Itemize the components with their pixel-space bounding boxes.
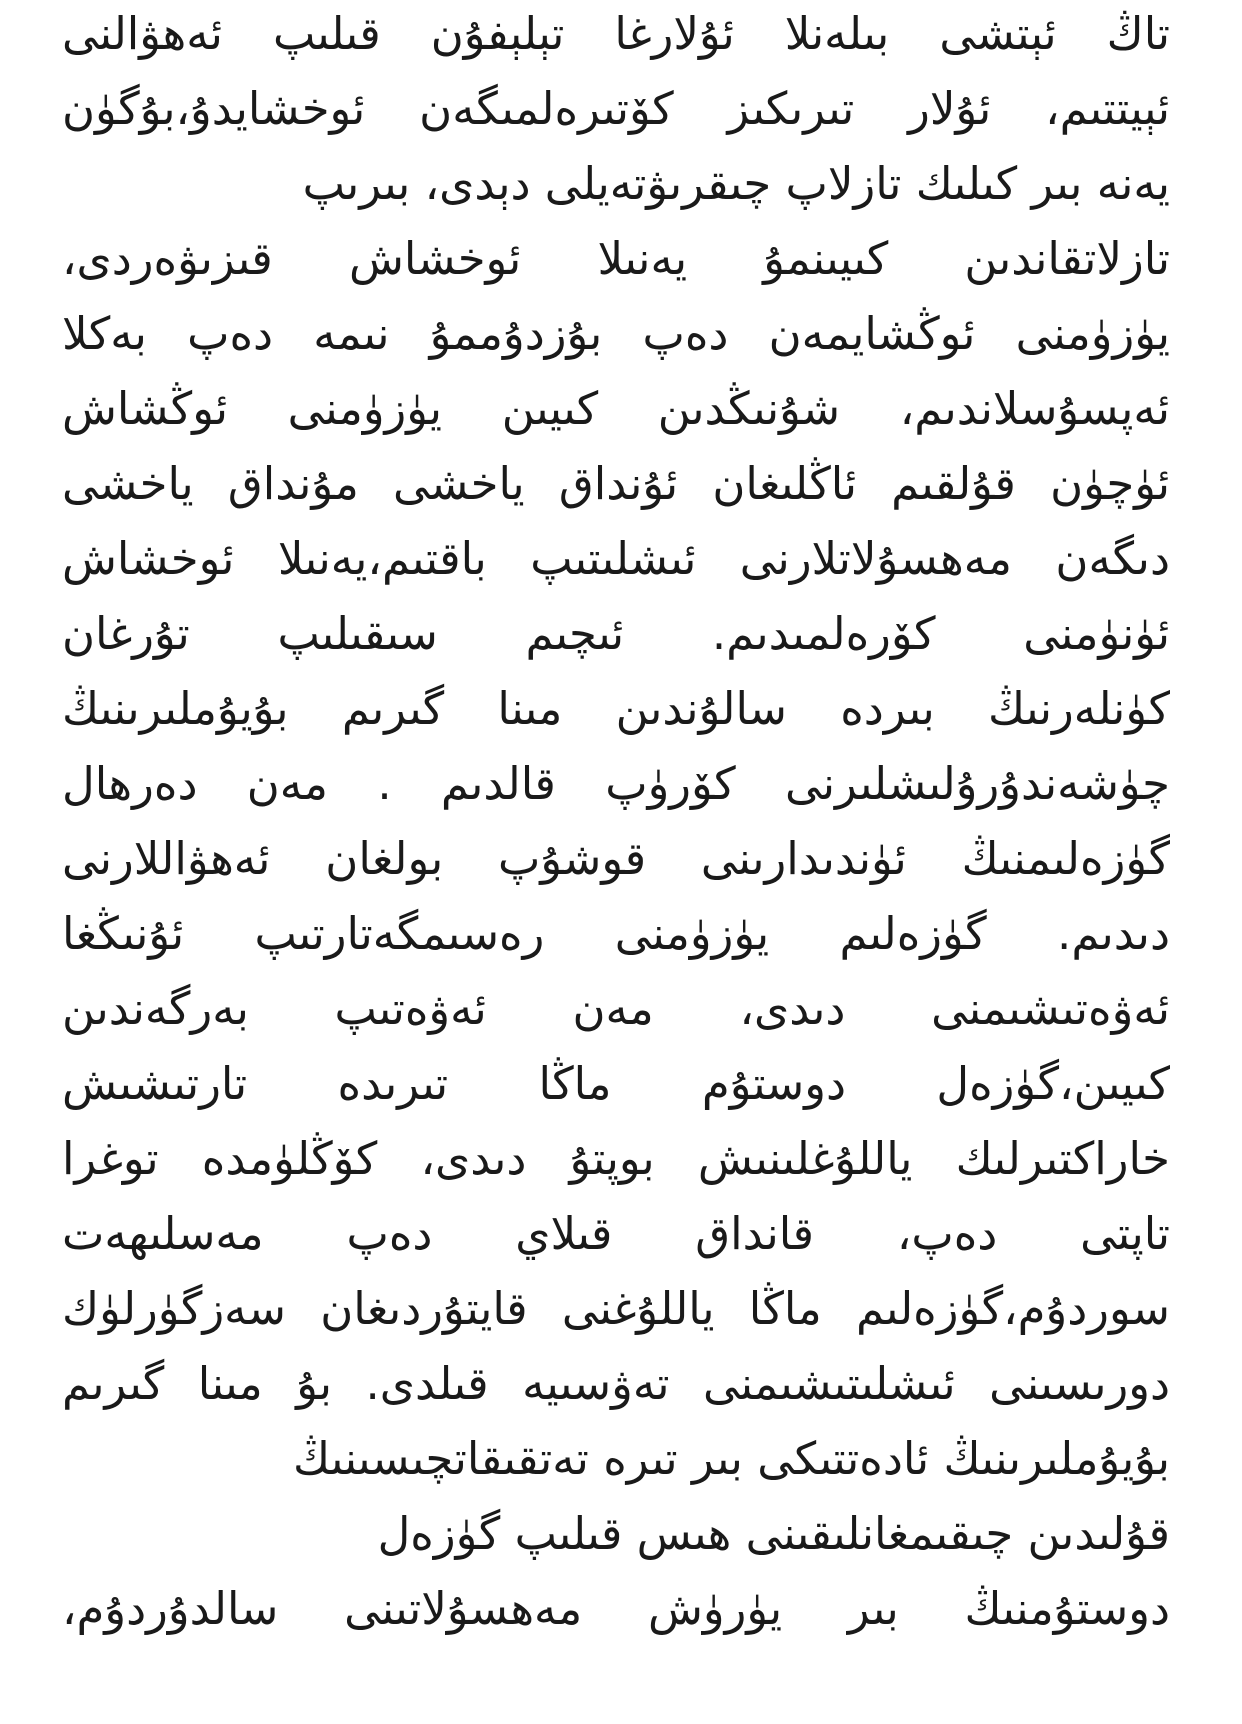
text-line: تازلاتقاندىن كىيىنمۇ يەنىلا ئوخشاش قىزىۋەردى، [62, 232, 1170, 285]
text-line: ئۈچۈن قۇلقىم ئاڭلىغان ئۇنداق ياخشى مۇنداق ياخشى [62, 457, 1170, 510]
text-line: دىگەن مەھسۇلاتلارنى ئىشلىتىپ باقتىم،يەنىلا ئوخشاش [62, 532, 1170, 585]
text-line: سوردۇم،گۈزەلىم ماڭا ياللۇغنى قايتۇردىغان سەزگۈرلۈك [62, 1282, 1170, 1335]
text-line: دوستۇمنىڭ بىر يۈرۈش مەھسۇلاتىنى سالدۇردۇم، [62, 1582, 1170, 1635]
text-line: يۈزۈمنى ئوڭشايمەن دەپ بۇزدۇممۇ نىمە دەپ بەكلا [62, 307, 1170, 360]
text-line: تاپتى دەپ، قانداق قىلاي دەپ مەسلىھەت [62, 1207, 1170, 1260]
text-line: دورىسىنى ئىشلىتىشىمنى تەۋسىيە قىلدى. بۇ مىنا گىرىم [62, 1357, 1170, 1410]
text-line: يەنە بىر كىلىك تازلاپ چىقرىۋتەيلى دېدى، بىرىپ [302, 157, 1170, 210]
text-line: كۈنلەرنىڭ بىردە سالۇندىن مىنا گىرىم بۇيۇملىرىنىڭ [62, 682, 1170, 735]
text-line: بۇيۇملىرىنىڭ ئادەتتىكى بىر تىرە تەتقىقاتچىسىنىڭ [292, 1432, 1170, 1485]
text-line: دىدىم. گۈزەلىم يۈزۈمنى رەسىمگەتارتىپ ئۇنىڭغا [62, 907, 1170, 960]
text-line: تاڭ ئېتشى بىلەنلا ئۇلارغا تېلېفۇن قىلىپ ئەھۋالنى [62, 7, 1170, 60]
text-line: خاراكتىرلىك ياللۇغلىنىش بوپتۇ دىدى، كۆڭلۈمدە توغرا [62, 1132, 1170, 1185]
text-line: چۈشەندۇرۇلىشلىرنى كۆرۈپ قالدىم . مەن دەرھال [62, 757, 1170, 810]
text-line: ئۈنۈمنى كۆرەلمىدىم. ئىچىم سىقىلىپ تۇرغان [62, 607, 1170, 660]
text-line: قۇلىدىن چىقىمغانلىقىنى هىس قىلىپ گۈزەل [377, 1507, 1170, 1560]
text-line: گۈزەلىمنىڭ ئۈندىدارىنى قوشۇپ بولغان ئەھۋاللارنى [62, 832, 1170, 885]
text-line: ئېيتتىم، ئۇلار تىرىكىز كۆتىرەلمىگەن ئوخشايدۇ،بۇگۈن [62, 82, 1170, 135]
text-line: كىيىن،گۈزەل دوستۇم ماڭا تىرىدە تارتىشىش [62, 1057, 1170, 1110]
text-line: ئەۋەتىشىمنى دىدى، مەن ئەۋەتىپ بەرگەندىن [62, 982, 1170, 1035]
text-line: ئەپسۇسلاندىم، شۇنىڭدىن كىيىن يۈزۈمنى ئوڭشاش [62, 382, 1170, 435]
